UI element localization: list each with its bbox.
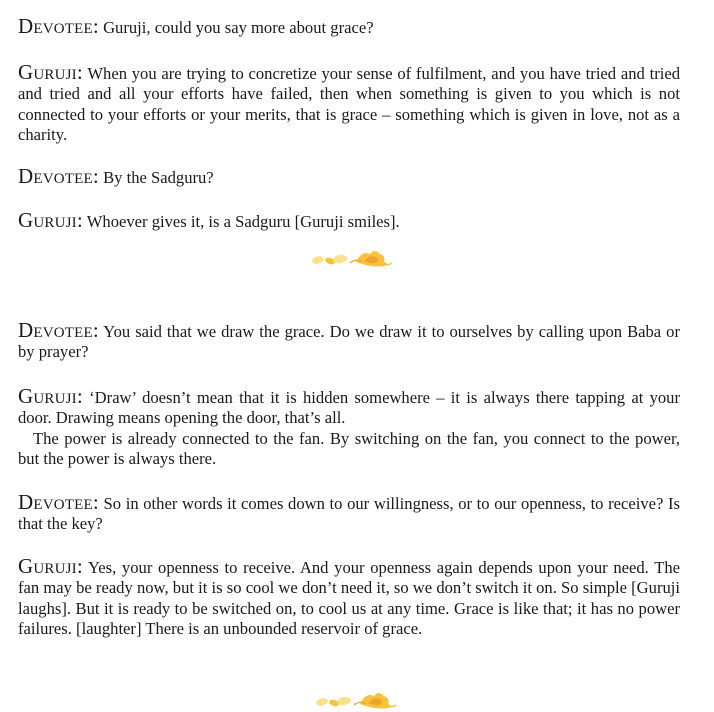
speaker-label-guruji: Guruji:: [18, 60, 83, 84]
dialogue-guruji-4: [18, 556, 680, 639]
petal-icon: [315, 697, 328, 707]
speaker-label-guruji: Guruji:: [18, 554, 83, 578]
dialogue-text: By the Sadguru?: [98, 168, 214, 187]
speaker-label-devotee: Devotee:: [18, 490, 99, 514]
dialogue-devotee-4: [18, 492, 680, 535]
speaker-label-guruji: Guruji:: [18, 208, 83, 232]
dialogue-guruji-2: [18, 210, 680, 232]
speaker-label-guruji: Guruji:: [18, 384, 83, 408]
dialogue-devotee-1: [18, 16, 680, 38]
dialogue-text: Yes, your openness to receive. And your openness again depends upon your need. The fan may be ready now, but it is so cool we don’t need it, so we don’t switch it on. So simple [Guruji laughs]. But it is ready to be switched on, to cool us at any time. Grace is like that; it has no power failures. [laughter] There is an unbounded reservoir of grace.: [18, 558, 680, 638]
dialogue-text: When you are trying to concretize your sense of fulfilment, and you have tried and tried and tried and all your efforts have failed, then when something is given to you which is not connected to your efforts or your merits, that is grace – something which is given in love, not as a charity.: [18, 64, 680, 144]
dialogue-devotee-3: [18, 320, 680, 363]
dialogue-continuation: The power is already connected to the fan. By switching on the fan, you connect to the power, but the power is always there.: [18, 428, 680, 468]
dialogue-text: You said that we draw the grace. Do we draw it to ourselves by calling upon Baba or by prayer?: [18, 322, 680, 362]
speaker-label-devotee: Devotee:: [18, 14, 99, 38]
flower-petals-ornament-icon: [314, 690, 398, 712]
dialogue-text: Guruji, could you say more about grace?: [98, 18, 374, 37]
petal-icon: [311, 255, 324, 265]
dialogue-text: Whoever gives it, is a Sadguru [Guruji smiles].: [82, 212, 400, 231]
speaker-label-devotee: Devotee:: [18, 164, 99, 188]
dialogue-guruji-3: [18, 386, 680, 469]
dialogue-guruji-1: [18, 62, 680, 145]
dialogue-devotee-2: [18, 166, 680, 188]
flower-petals-ornament-icon: [310, 248, 394, 270]
dialogue-text: ‘Draw’ doesn’t mean that it is hidden somewhere – it is always there tapping at your door. Drawing means opening the door, that’s all.: [18, 388, 680, 428]
dialogue-text: So in other words it comes down to our willingness, or to our openness, to receive? Is that the key?: [18, 494, 680, 534]
speaker-label-devotee: Devotee:: [18, 318, 99, 342]
